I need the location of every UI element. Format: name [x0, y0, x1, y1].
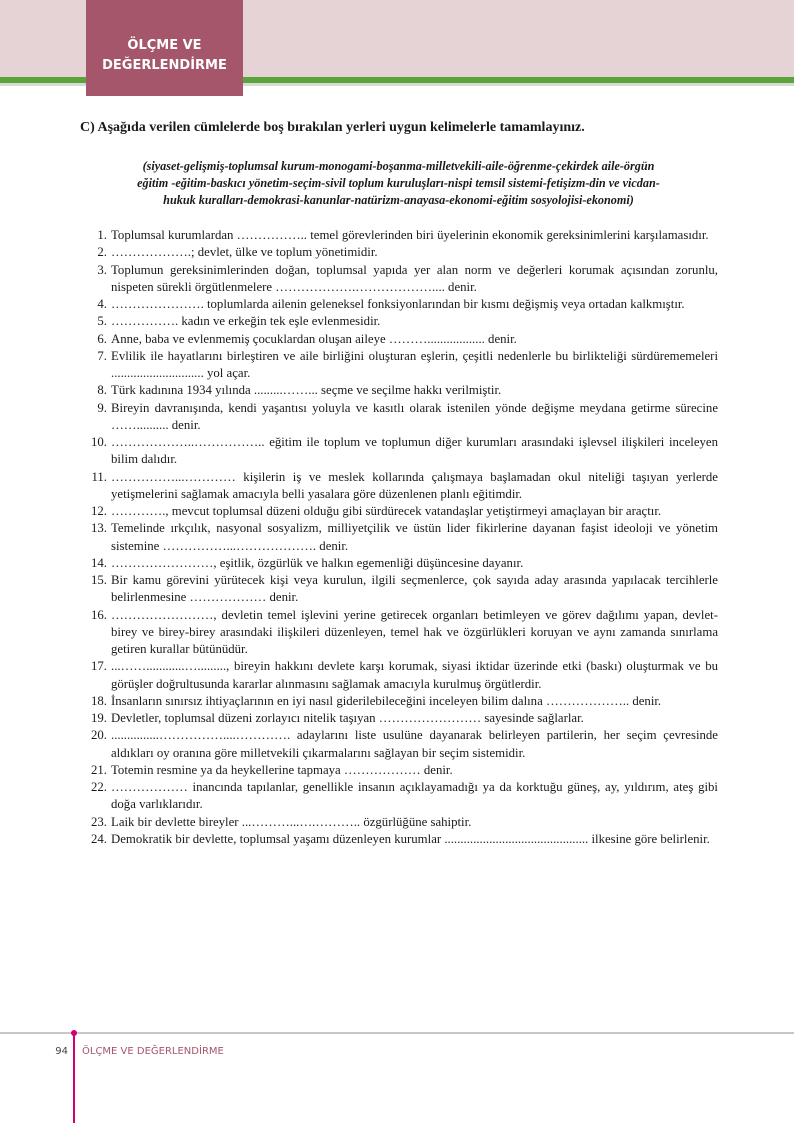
question-text: Toplumun gereksinimlerinden doğan, toplumsal yapıda yer alan norm ve değerleri korumak açısından zorunlu, nispeten sürekli örgütlenmelere ……………….……………….... denir.: [111, 262, 718, 294]
question-text: …………………. toplumlarda ailenin geleneksel fonksiyonlarından bir kısmı değişmiş veya ortadan kalkmıştır.: [111, 297, 685, 311]
question-text: ……………...………… kişilerin iş ve meslek kollarında çalışmaya başlamadan okul niteliği taşıyan yerlerde yetişmelerini sağlamak amacıyla belli yasalara göre düzenlenen planlı eğitimdir.: [111, 469, 718, 501]
question-item: [86, 331, 718, 348]
question-item: [86, 658, 718, 693]
question-number: 1.: [97, 228, 107, 242]
question-item: [86, 313, 718, 330]
question-item: [86, 434, 718, 469]
question-item: [86, 503, 718, 520]
question-number: 7.: [97, 348, 107, 363]
question-number: 18.: [91, 693, 107, 708]
question-item: [86, 572, 718, 607]
question-text: Laik bir devlette bireyler ...………...….……….. özgürlüğüne sahiptir.: [111, 814, 472, 829]
section-badge: [86, 0, 243, 96]
question-item: [86, 520, 718, 555]
question-item: [86, 296, 718, 313]
question-item: [86, 710, 718, 727]
question-text: İnsanların sınırsız ihtiyaçlarının en iyi nasıl giderilebileceğini inceleyen bilim dalına ……………….. denir.: [111, 693, 662, 708]
question-text: ……………………, devletin temel işlevini yerine getirecek organları betimleyen ve görev dağılımı yapan, devlet-birey ve birey-birey arasındaki ilişkileri düzenleyen, temel hak ve özgürlükleri koruyan ve aynı zamanda sınırlama getiren kurallar bütünüdür.: [111, 607, 718, 656]
question-number: 2.: [97, 245, 107, 260]
question-number: 14.: [91, 555, 107, 570]
question-number: 12.: [91, 504, 107, 518]
question-item: [86, 244, 718, 261]
badge-line-2: DEĞERLENDİRME: [102, 58, 227, 73]
word-bank-line: hukuk kuralları-demokrasi-kanunlar-natürizm-anayasa-ekonomi-eğitim sosyolojisi-ekonomi): [163, 193, 634, 207]
word-bank-line: (siyaset-gelişmiş-toplumsal kurum-monogami-boşanma-milletvekili-aile-öğrenme-çekirdek aile-örgün: [142, 159, 655, 173]
question-text: ……………….; devlet, ülke ve toplum yönetimidir.: [111, 245, 378, 260]
section-heading: C) Aşağıda verilen cümlelerde boş bırakılan yerleri uygun kelimelerle tamamlayınız.: [80, 120, 585, 135]
question-text: ...............……………....…………. adaylarını liste usulüne dayanarak belirleyen partilerin, her seçim çevresinde aldıkları oy oranına göre milletvekili çıkarmalarını sağlayan bir seçim sistemidir.: [111, 728, 718, 760]
question-text: ……………………, eşitlik, özgürlük ve halkın egemenliği düşüncesine dayanır.: [111, 555, 524, 570]
question-text: Toplumsal kurumlardan …………….. temel görevlerinden biri üyelerinin ekonomik gereksinimlerini karşılamasıdır.: [111, 228, 709, 242]
question-number: 17.: [91, 659, 107, 674]
question-item: [86, 727, 718, 762]
question-number: 11.: [91, 469, 107, 484]
question-text: Temelinde ırkçılık, nasyonal sosyalizm, milliyetçilik ve üstün lider fikirlerine dayanan faşist ideoloji ve yönetim sistemine ……………...………………. denir.: [111, 521, 718, 553]
question-text: Devletler, toplumsal düzeni zorlayıcı nitelik taşıyan …………………… sayesinde sağlarlar.: [111, 711, 584, 725]
question-text: Bireyin davranışında, kendi yaşantısı yoluyla ve kasıtlı olarak istenilen yönde değişme meydana getirme sürecine …….......... denir.: [111, 400, 718, 432]
question-number: 10.: [91, 435, 107, 449]
word-bank: [80, 158, 717, 209]
question-number: 23.: [91, 814, 107, 829]
question-item: [86, 814, 718, 831]
question-text: Türk kadınına 1934 yılında .........……... seçme ve seçilme hakkı verilmiştir.: [111, 383, 502, 398]
question-text: Demokratik bir devlette, toplumsal yaşamı düzenleyen kurumlar ............................................. ilkesine göre belirlenir.: [111, 831, 710, 846]
question-text: Bir kamu görevini yürütecek kişi veya kurulun, ilgili seçmenlerce, çok sayıda aday arasında yapılacak tercihlerle belirlenmesine ……………… denir.: [111, 573, 718, 605]
question-item: [86, 262, 718, 297]
question-number: 8.: [97, 383, 107, 398]
question-text: ……………… inancında tapılanlar, genellikle insanın açıklayamadığı ya da korktuğu güneş, ay, yıldırım, ateş gibi doğa varlıklarıdır.: [111, 780, 718, 812]
question-number: 15.: [91, 573, 107, 587]
question-number: 16.: [91, 607, 107, 622]
footer-rule: [0, 1032, 794, 1034]
question-item: [86, 348, 718, 383]
question-item: [86, 607, 718, 659]
question-item: [86, 400, 718, 435]
question-number: 22.: [91, 780, 107, 794]
question-number: 3.: [97, 262, 107, 277]
question-item: [86, 382, 718, 399]
question-item: [86, 693, 718, 710]
footer-accent-dot: [71, 1030, 77, 1036]
question-number: 4.: [97, 297, 107, 311]
badge-line-1: ÖLÇME VE: [127, 38, 202, 53]
question-text: …………., mevcut toplumsal düzeni olduğu gibi sürdürecek vatandaşlar yetiştirmeyi amaçlayan bir araçtır.: [111, 504, 662, 518]
question-number: 9.: [97, 400, 107, 415]
word-bank-line: eğitim -eğitim-baskıcı yönetim-seçim-sivil toplum kuruluşları-nispi temsil sistemi-fetişizm-din ve vicdan-: [137, 176, 660, 190]
question-item: [86, 831, 718, 848]
page-number: 94: [55, 1046, 68, 1057]
footer-label: ÖLÇME VE DEĞERLENDİRME: [82, 1046, 224, 1057]
question-text: ………………..…………….. eğitim ile toplum ve toplumun diğer kurumları arasındaki işlevsel ilişkileri inceleyen bilim dalıdır.: [111, 435, 718, 467]
question-item: [86, 227, 718, 244]
question-number: 19.: [91, 711, 107, 725]
question-item: [86, 762, 718, 779]
question-number: 13.: [91, 521, 107, 536]
question-number: 5.: [97, 314, 107, 329]
question-number: 20.: [91, 728, 107, 743]
question-item: [86, 779, 718, 814]
question-number: 6.: [97, 331, 107, 346]
question-number: 21.: [91, 762, 107, 777]
question-text: ...……............…........., bireyin hakkını devlete karşı korumak, siyasi iktidar üzerinde etki (baskı) oluşturmak ve bu görüşler doğrultusunda kararlar alınmasını sağlamak amacıyla kurulmuş örgütlerdir.: [111, 659, 718, 691]
question-item: [86, 555, 718, 572]
footer-accent-line: [73, 1034, 75, 1123]
question-text: Anne, baba ve evlenmemiş çocuklardan oluşan aileye ……….................. denir.: [111, 331, 517, 346]
question-text: Evlilik ile hayatlarını birleştiren ve aile birliğini oluşturan eşlerin, çeşitli nedenlerle bu birlikteliği sürdürememeleri ............................. yol açar.: [111, 348, 718, 380]
question-list: [86, 227, 718, 848]
question-text: Totemin resmine ya da heykellerine tapmaya ……………… denir.: [111, 762, 453, 777]
question-item: [86, 469, 718, 504]
question-number: 24.: [91, 831, 107, 846]
question-text: ……………. kadın ve erkeğin tek eşle evlenmesidir.: [111, 314, 381, 329]
